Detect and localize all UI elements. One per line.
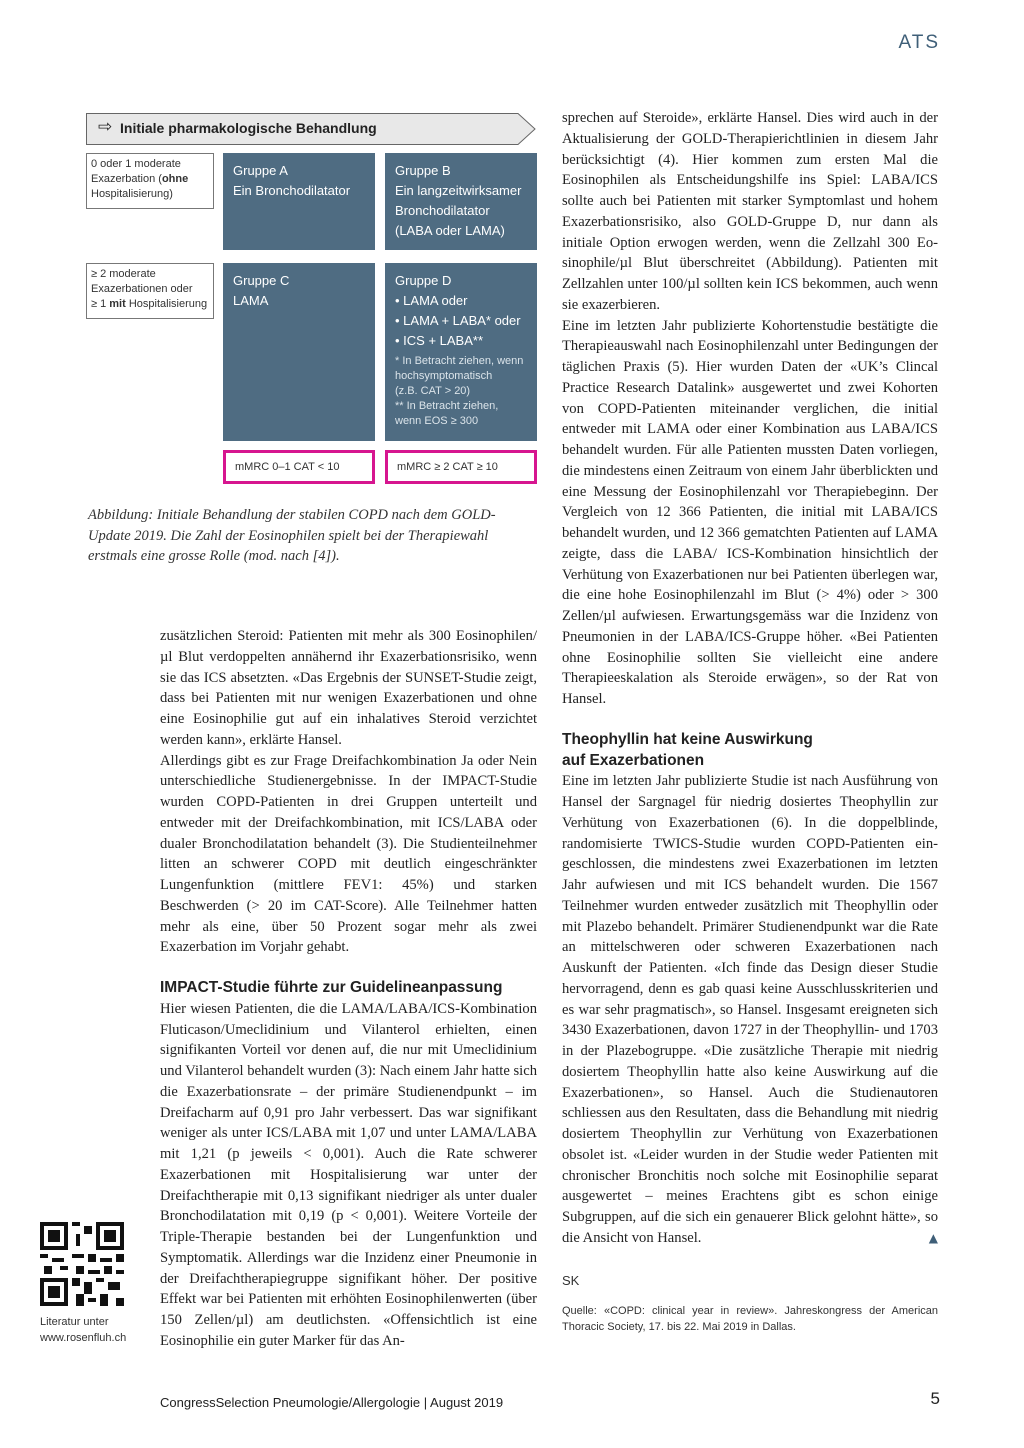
paragraph xyxy=(562,771,938,1248)
paragraph: zusätzlichen Steroid: Patienten mit mehr als 300 Eosinophilen/µl Blut verdoppelten annähernd ihr Exazerbationsrisiko, wenn sie das ICS absetzten. «Das Ergebnis der SUNSET-Studie zeigt, dass bei Patienten mit nur wenigen Exazerbationen und ohne eine Eosinophilie gut auf ein inhalatives Steroid verzichtet werden kann», erklärte Hansel. xyxy=(160,628,537,748)
paragraph: sprechen auf Steroide», erklärte Hansel. Dies wird auch in der Aktualisierung der GOLD-Therapierichtlinien in diesem Jahr berücksichtigt (4). Hier kommen zum ersten Mal die Eosinophilen als Entscheidungshilfe ins Spiel: LABA/ICS sollte auch bei Patienten mit starker Symptomlast und hohem Exazerbationsrisiko, also GOLD-Gruppe D, nur dann als initiale Option erwogen werden, wenn die Zellzahl 300 Eosinophile/µl Blut überschreitet (Abbildung). Patienten mit Zellzahlen unter 100/µl sollten kein ICS bekommen, auch wenn sie exazerbieren. xyxy=(562,110,938,313)
qr-caption-url[interactable]: www.rosenfluh.ch xyxy=(40,1332,127,1344)
group-b-box xyxy=(385,153,537,250)
caption-line: Abbildung: Initiale Behandlung der stabilen COPD nach dem GOLD- xyxy=(88,507,496,523)
footnote-line: * In Betracht ziehen, wenn xyxy=(395,355,524,367)
qr-code-image[interactable] xyxy=(40,1222,124,1306)
row1-text: Hospitalisierung) xyxy=(91,188,173,200)
author-initials: SK xyxy=(562,1272,580,1288)
end-mark-icon: ▲ xyxy=(928,1230,938,1245)
group-d-footnotes xyxy=(395,354,527,429)
journal-tag: ATS xyxy=(898,32,940,53)
source-note: Quelle: «COPD: clinical year in review». Jahreskongress der American Thoracic Society, 17. bis 22. Mai 2019 in Dallas. xyxy=(562,1305,938,1333)
heading-line: auf Exazerbationen xyxy=(562,751,705,769)
footnote-line: ** In Betracht ziehen, xyxy=(395,400,499,412)
group-b-text: (LABA oder LAMA) xyxy=(395,223,505,238)
row-label-high-risk xyxy=(86,263,214,319)
row2-text: ≥ 2 moderate xyxy=(91,268,156,280)
qr-caption xyxy=(40,1314,126,1346)
section-heading: IMPACT-Studie führte zur Guidelineanpassung xyxy=(160,979,503,996)
row1-text: Exazerbation ( xyxy=(91,173,162,185)
group-d-title: Gruppe D xyxy=(395,273,452,288)
footer-publication: CongressSelection Pneumologie/Allergologie | August 2019 xyxy=(160,1395,504,1410)
figure-header xyxy=(86,113,536,145)
paragraph: Eine im letzten Jahr publizierte Kohortenstudie bestätigte die Therapieauswahl nach Eosinophilenzahl unter Bedingungen der täglichen Praxis (5). Hier wurden Daten der «UK’s Clincal Practice Research Datalink» ausgewertet und zwei Kohorten von COPD-Patienten miteinander verglichen, die initial entweder mit LAMA oder einer Kombination aus LABA/ICS behandelt wurden. Für alle Patienten mussten Daten vorliegen, die mindestens einen Zeitraum von einem Jahr überblickten und eine Messung der Eosinophilenzahl vor Therapiebeginn. Der Vergleich von 12 366 Patienten, die initial mit LABA/ICS behandelt wurden, und 12 366 gematchten Patienten auf LAMA zeigte, dass die LABA/ ICS-Kombination hinsichtlich der Verhütung von Exazerbationen nur bei Patienten überlegen war, die eine hohe Eosinophilenzahl im Blut (> 4%) oder > 300 Zellen/µl aufwiesen. Erwartungsgemäss war die Inzidenz von Pneumonien in der LABA/ICS-Gruppe höher. «Bei Patienten ohne Eosinophilie sollten Sie vielleicht eine andere Therapieeskalation als Steroide erwägen», so der Rat von Hansel. xyxy=(562,317,938,707)
group-b-title: Gruppe B xyxy=(395,163,451,178)
row-label-low-risk xyxy=(86,153,214,209)
left-column xyxy=(160,626,537,1352)
group-d-box xyxy=(385,263,537,441)
page-number: 5 xyxy=(930,1389,940,1408)
row1-text: 0 oder 1 moderate xyxy=(91,158,181,170)
group-a-text: Ein Bronchodilatator xyxy=(233,183,351,198)
row2-text: Exazerbationen oder xyxy=(91,283,193,295)
row1-text: ohne xyxy=(161,173,189,185)
group-b-text: Ein langzeitwirksamer xyxy=(395,183,522,198)
group-b-text: Bronchodilatator xyxy=(395,203,490,218)
group-d-option: • ICS + LABA** xyxy=(395,333,484,348)
row2-text: Hospitalisierung xyxy=(125,298,208,310)
paragraph: Hier wiesen Patienten, die die LAMA/LABA/ICS-Kombination Fluticason/Umeclidinium und Vilanterol erhielten, einen signifikanten Vorteil vor denen auf, die nur mit Umeclidinium und Vilanterol behandelt wurden (3): Nach einem Jahr hatte sich die Exazerbationsrate – der primäre Studienendpunkt – im Dreifacharm auf 0,91 pro Jahr verbessert. Das war signifikant weniger als unter ICS/LABA mit 1,07 und unter LAMA/LABA mit 1,21 (p jeweils < 0,001). Auch die Rate schwerer Exazerbationen mit Hospitalisierung war unter der Dreifachtherapie mit 0,13 signifikant niedriger als unter dualer Bronchodilatation mit 0,19 (p < 0,001). Weitere Vorteile der Triple-Therapie bestanden bei der Lungenfunktion und Symptomatik. Allerdings war die Inzidenz einer Pneumonie in der Dreifachtherapiegruppe signifikant höher. Der positive Effekt war bei Patienten mit erhöhten Eosinophilenwerten (über 150 Zellen/µl) am deutlichsten. «Offensichtlich ist eine Eosinophilie ein guter Marker für das An- xyxy=(160,1000,537,1349)
caption-line: Update 2019. Die Zahl der Eosinophilen spielt bei der Therapiewahl xyxy=(88,527,489,544)
paragraph-text: Eine im letzten Jahr publizierte Studie ist nach Ausführung von Hansel der Sargnagel für niedrig dosiertes Theophyllin zur Verhütung von Exazerbationen (6). In die doppelblinde, randomisierte TWICS-Studie wurden COPD-Patienten eingeschlossen, die mindestens zwei Exazerbationen im letzten Jahr aufwiesen und mit ICS behandelt wurden. Die 1567 Teilnehmer wurden entweder zusätzlich mit Theophyllin oder mit Plazebo behandelt. Primärer Studienendpunkt war die Rate an mittelschweren oder schweren Exazerbationen nach Auskunft der Patienten. «Ich finde das Design dieser Studie hervorragend, denn es gab quasi keine Ausschlusskriterien und es war sehr pragmatisch», so Hansel. Insgesamt ereigneten sich 3430 Exazerbationen, davon 1727 in der Theophyllin- und 1703 in der Plazebogruppe. «Die zusätzliche Therapie mit niedrig dosiertem Theophyllin hatte also keine Auswirkung auf die Exazerbationen», so Hansel. Auch die Studienautoren schliessen aus den Resultaten, dass die Behandlung mit niedrig dosiertem Theophyllin zur Verhütung von Exazerbationen obsolet ist. «Leider wurden in der Studie weder Patienten mit chronischer Bronchitis noch solche mit Eosinophilie separat ausgewertet – meines Erachtens gibt es schon einige Subgruppen, auf die sich ein genauerer Blick gelohnt hätte», so die Ansicht von Hansel. xyxy=(562,773,938,1246)
group-d-option: • LAMA + LABA* oder xyxy=(395,313,521,328)
group-a-box xyxy=(223,153,375,250)
group-c-box xyxy=(223,263,375,441)
figure-title: Initiale pharmakologische Behandlung xyxy=(120,120,377,136)
qr-caption-line: Literatur unter xyxy=(40,1316,109,1328)
figure-caption xyxy=(88,505,536,567)
heading-line: Theophyllin hat keine Auswirkung xyxy=(562,730,813,748)
caption-line: erstmals eine grosse Rolle (mod. nach [4]). xyxy=(88,548,340,565)
right-column xyxy=(562,108,938,1291)
paragraph: Allerdings gibt es zur Frage Dreifachkombination Ja oder Nein unterschiedliche Studienergebnisse. In der IMPACT-Studie wurden COPD-Patienten in drei Gruppen unterteilt und entweder mit der Dreifachkombination, mit ICS/LABA oder dualer Bronchodilatation behandelt (3). Die Studienteilnehmer litten an schwerer COPD mit deutlich eingeschränkter Lungenfunktion (mittlere FEV1: 45%) und starken Beschwerden (> 20 im CAT-Score). Alle Teilnehmer hatten mehr als eine, über 50 Prozent sogar mehr als zwei Exazerbation im Vorjahr gehabt. xyxy=(160,752,537,956)
row2-text: mit xyxy=(109,298,126,310)
arrow-right-icon: ⇨ xyxy=(98,117,113,137)
group-d-option: • LAMA oder xyxy=(395,293,468,308)
footnote-line: (z.B. CAT > 20) xyxy=(395,385,471,397)
group-c-text: LAMA xyxy=(233,293,269,308)
mmrc-low-box: mMRC 0–1 CAT < 10 xyxy=(223,450,375,484)
row2-text: ≥ 1 xyxy=(91,298,110,310)
footnote-line: wenn EOS ≥ 300 xyxy=(395,415,479,427)
mmrc-high-box: mMRC ≥ 2 CAT ≥ 10 xyxy=(385,450,537,484)
footnote-line: hochsymptomatisch xyxy=(395,370,493,382)
group-a-title: Gruppe A xyxy=(233,163,288,178)
group-c-title: Gruppe C xyxy=(233,273,290,288)
section-heading xyxy=(562,730,938,772)
